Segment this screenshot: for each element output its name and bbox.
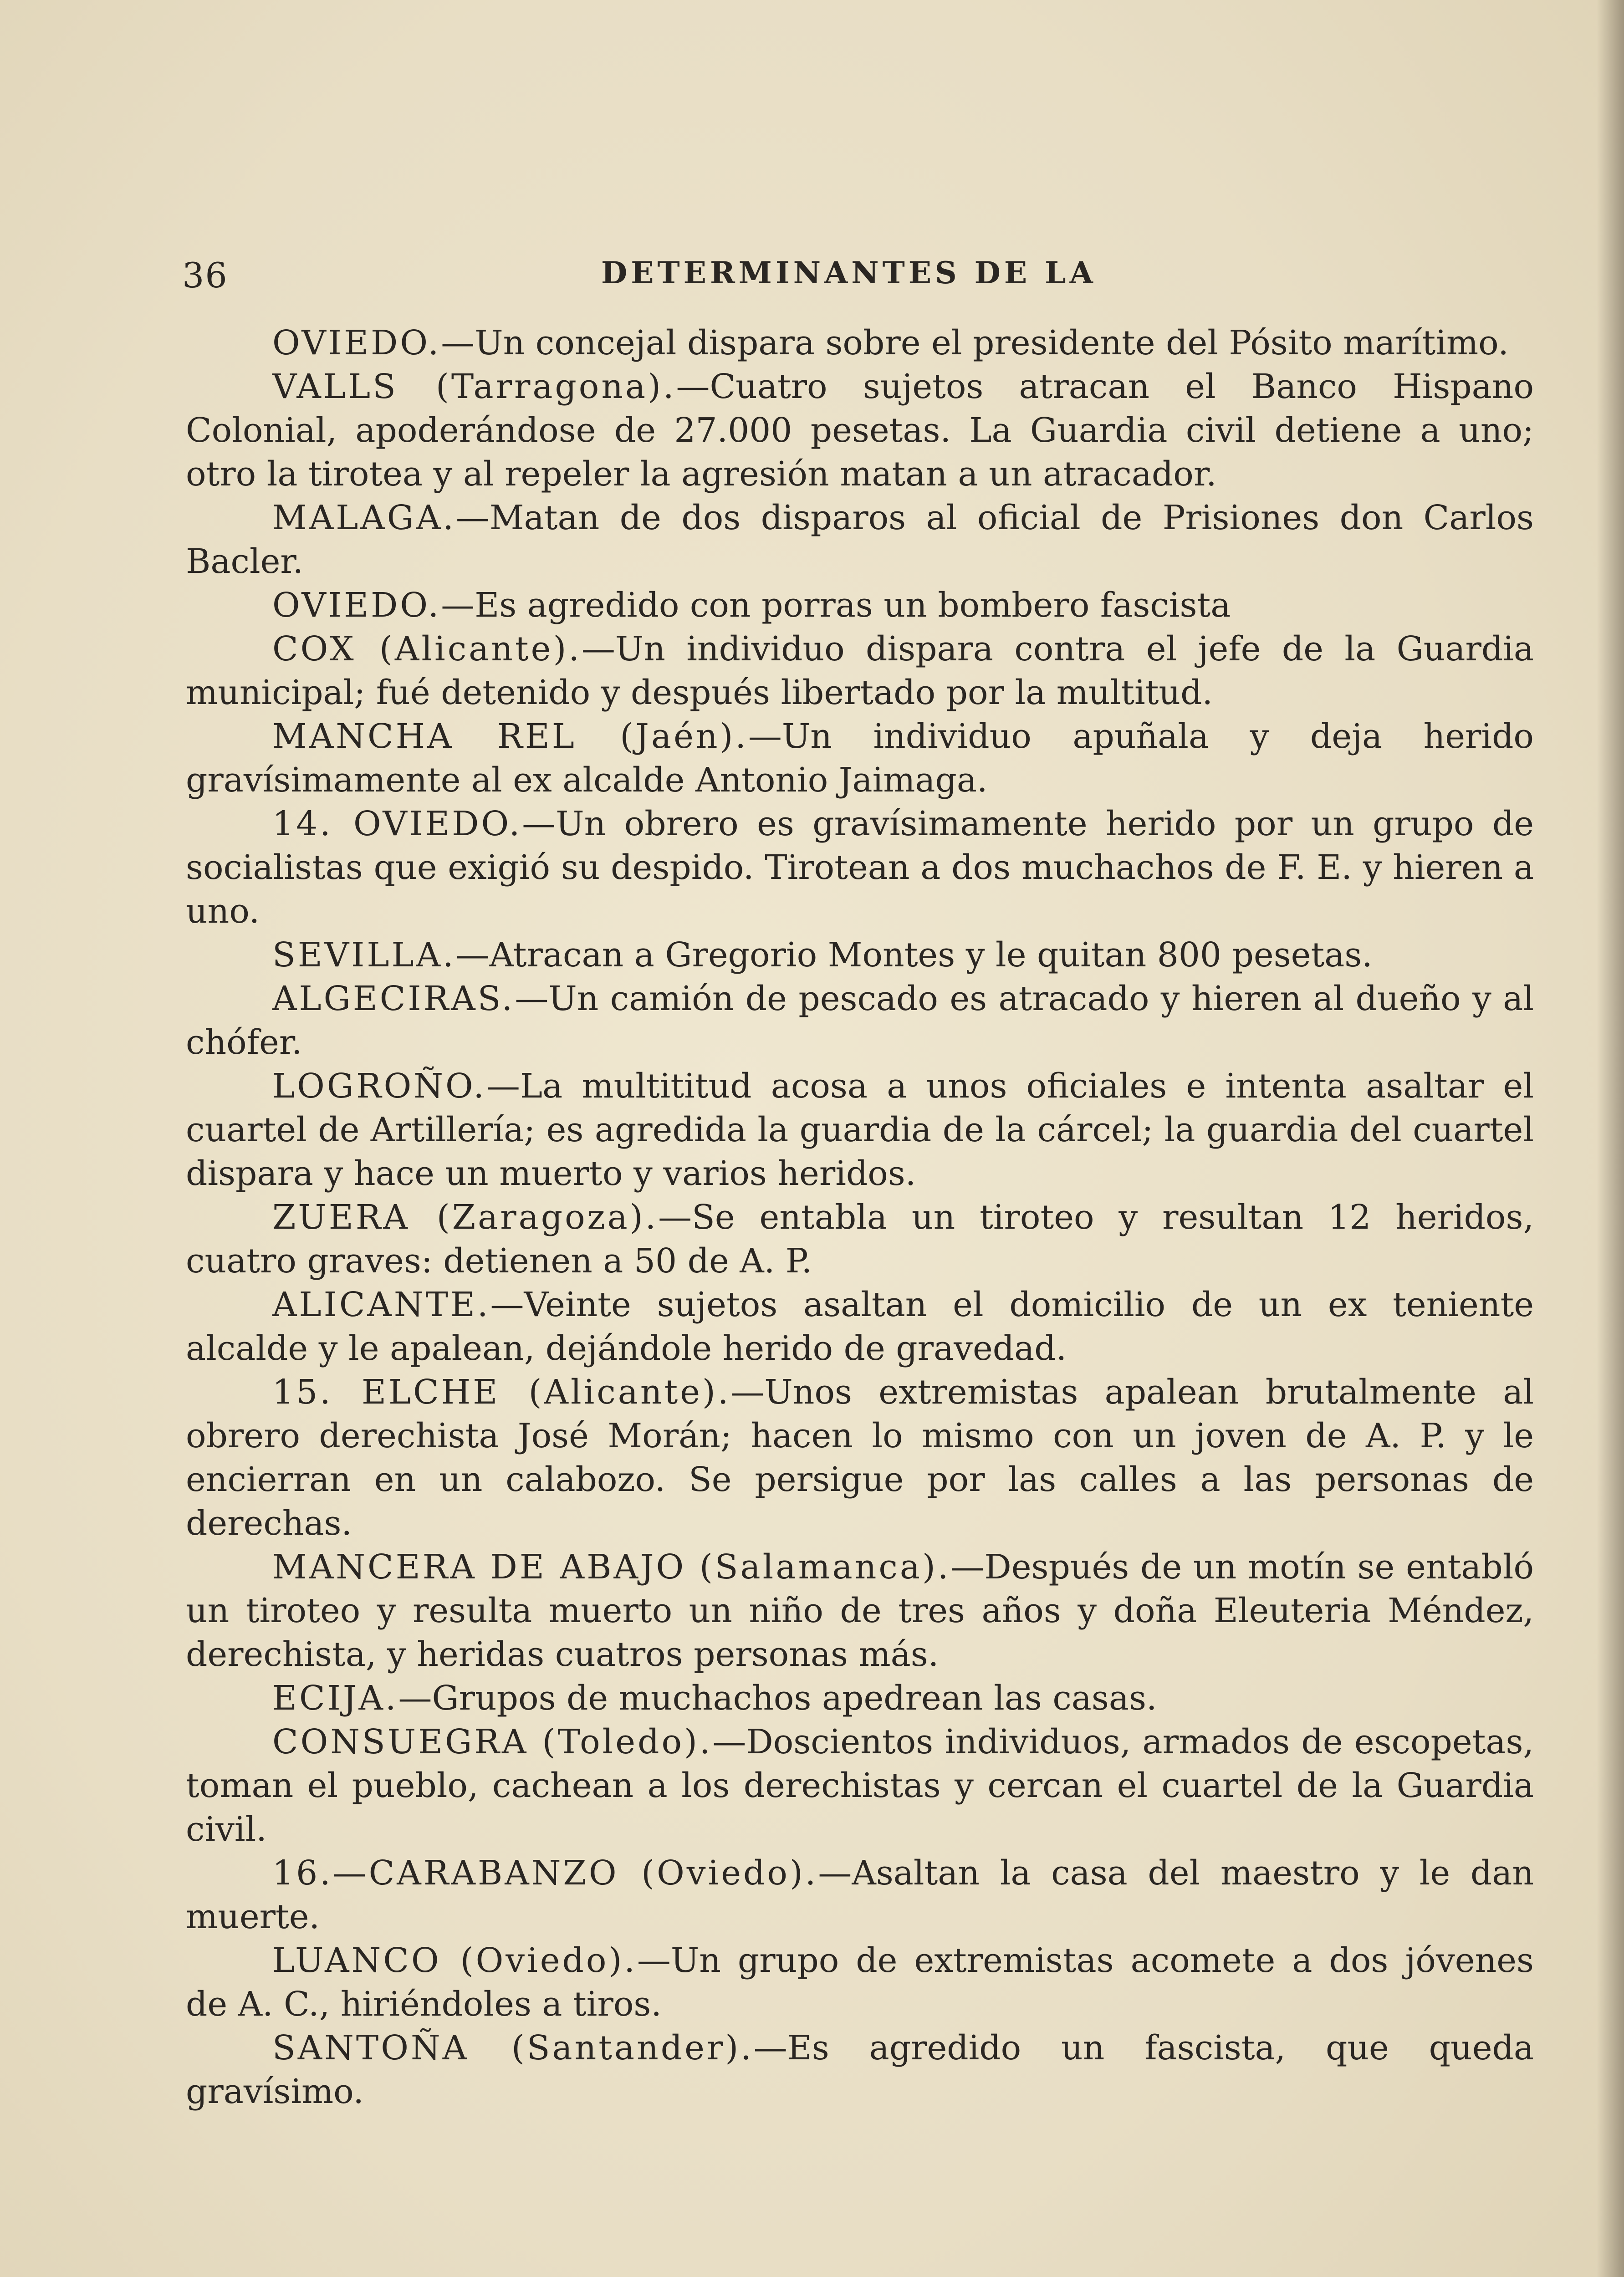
paragraph-lead: VALLS (Tarragona). xyxy=(272,367,676,406)
paragraph xyxy=(186,496,1534,583)
paragraph-text: —Un grupo de extremistas acomete a dos jóvenes de A. C., hiriéndoles a tiros. xyxy=(186,1941,1534,2024)
paragraph-text: —Un obrero es gravísimamente herido por un grupo de socialistas que exigió su despido. Tirotean a dos muchachos de F. E. y hieren a uno. xyxy=(186,804,1534,931)
paragraph-text: —Un individuo apuñala y deja herido gravísimamente al ex alcalde Antonio Jaimaga. xyxy=(186,717,1534,800)
paragraph-lead: SANTOÑA (Santander). xyxy=(272,2028,754,2068)
paragraph-lead: SEVILLA. xyxy=(272,935,456,975)
paragraph-text: —Unos extremistas apalean brutalmente al obrero derechista José Morán; hacen lo mismo con un joven de A. P. y le encierran en un calabozo. Se persigue por las calles a las personas de derechas. xyxy=(186,1373,1534,1543)
paragraph xyxy=(186,1545,1534,1676)
page-number: 36 xyxy=(182,255,228,296)
paragraph-lead: MANCHA REL (Jaén). xyxy=(272,717,748,756)
paragraph-lead: ZUERA (Zaragoza). xyxy=(272,1198,659,1237)
paragraph xyxy=(186,802,1534,933)
paragraph xyxy=(186,933,1534,977)
paragraph-text: —Veinte sujetos asaltan el domicilio de un ex teniente alcalde y le apalean, dejándole herido de gravedad. xyxy=(186,1285,1534,1368)
page-edge-shadow xyxy=(1597,0,1624,2277)
paragraph-text: —Grupos de muchachos apedrean las casas. xyxy=(398,1679,1157,1718)
paragraph-text: —Es agredido un fascista, que queda gravísimo. xyxy=(186,2028,1534,2111)
paragraph xyxy=(186,1370,1534,1545)
paragraph-text: —Un camión de pescado es atracado y hieren al dueño y al chófer. xyxy=(186,979,1534,1062)
paragraph-text: —Doscientos individuos, armados de escopetas, toman el pueblo, cachean a los derechistas y cercan el cuartel de la Guardia civil. xyxy=(186,1722,1534,1849)
paragraph-lead: LUANCO (Oviedo). xyxy=(272,1941,637,1980)
paragraph xyxy=(186,583,1534,627)
paragraph-lead: ALICANTE. xyxy=(272,1285,490,1324)
paragraph-lead: LOGROÑO. xyxy=(272,1067,486,1106)
paragraph-text: —Después de un motín se entabló un tiroteo y resulta muerto un niño de tres años y doña Eleuteria Méndez, derechista, y heridas cuatros personas más. xyxy=(186,1547,1534,1674)
paragraph-lead: 15. ELCHE (Alicante). xyxy=(272,1373,731,1412)
paragraph-text: —Asaltan la casa del maestro y le dan muerte. xyxy=(186,1853,1534,1936)
body-text xyxy=(186,321,1534,2114)
paragraph xyxy=(186,1064,1534,1195)
paragraph-lead: 14. OVIEDO. xyxy=(272,804,522,843)
paragraph-lead: MALAGA. xyxy=(272,498,456,537)
paragraph-lead: MANCERA DE ABAJO (Salamanca). xyxy=(272,1547,951,1587)
paragraph-text: —Se entabla un tiroteo y resultan 12 heridos, cuatro graves: detienen a 50 de A. P. xyxy=(186,1198,1534,1281)
paragraph xyxy=(186,1720,1534,1851)
paragraph-lead: ALGECIRAS. xyxy=(272,979,515,1018)
paragraph-lead: ECIJA. xyxy=(272,1679,398,1718)
paragraph-text: —Un concejal dispara sobre el presidente del Pósito marítimo. xyxy=(441,323,1509,362)
paragraph xyxy=(186,321,1534,365)
paragraph xyxy=(186,365,1534,496)
paragraph-text: —La multititud acosa a unos oficiales e intenta asaltar el cuartel de Artillería; es agredida la guardia de la cárcel; la guardia del cuartel dispara y hace un muerto y varios heridos. xyxy=(186,1067,1534,1193)
paragraph xyxy=(186,1195,1534,1283)
paragraph-lead: OVIEDO. xyxy=(272,323,441,362)
paragraph xyxy=(186,715,1534,802)
page-header xyxy=(182,255,1097,301)
paragraph xyxy=(186,627,1534,715)
paragraph xyxy=(186,1939,1534,2026)
paragraph xyxy=(186,977,1534,1064)
paragraph-lead: CONSUEGRA (Toledo). xyxy=(272,1722,713,1761)
paragraph-lead: COX (Alicante). xyxy=(272,629,582,669)
paragraph-lead: 16.—CARABANZO (Oviedo). xyxy=(272,1853,818,1893)
paragraph-text: —Es agredido con porras un bombero fascista xyxy=(441,586,1231,625)
paragraph-text: —Un individuo dispara contra el jefe de la Guardia municipal; fué detenido y después libertado por la multitud. xyxy=(186,629,1534,712)
paragraph xyxy=(186,1851,1534,1939)
paragraph-lead: OVIEDO. xyxy=(272,586,441,625)
paragraph xyxy=(186,2026,1534,2114)
paragraph xyxy=(186,1676,1534,1720)
paragraph-text: —Cuatro sujetos atracan el Banco Hispano Colonial, apoderándose de 27.000 pesetas. La Guardia civil detiene a uno; otro la tirotea y al repeler la agresión matan a un atracador. xyxy=(186,367,1534,494)
running-head: DETERMINANTES DE LA xyxy=(601,255,1097,291)
paragraph-text: —Atracan a Gregorio Montes y le quitan 800 pesetas. xyxy=(455,935,1373,975)
paragraph xyxy=(186,1283,1534,1370)
paragraph-text: —Matan de dos disparos al oficial de Prisiones don Carlos Bacler. xyxy=(186,498,1534,581)
